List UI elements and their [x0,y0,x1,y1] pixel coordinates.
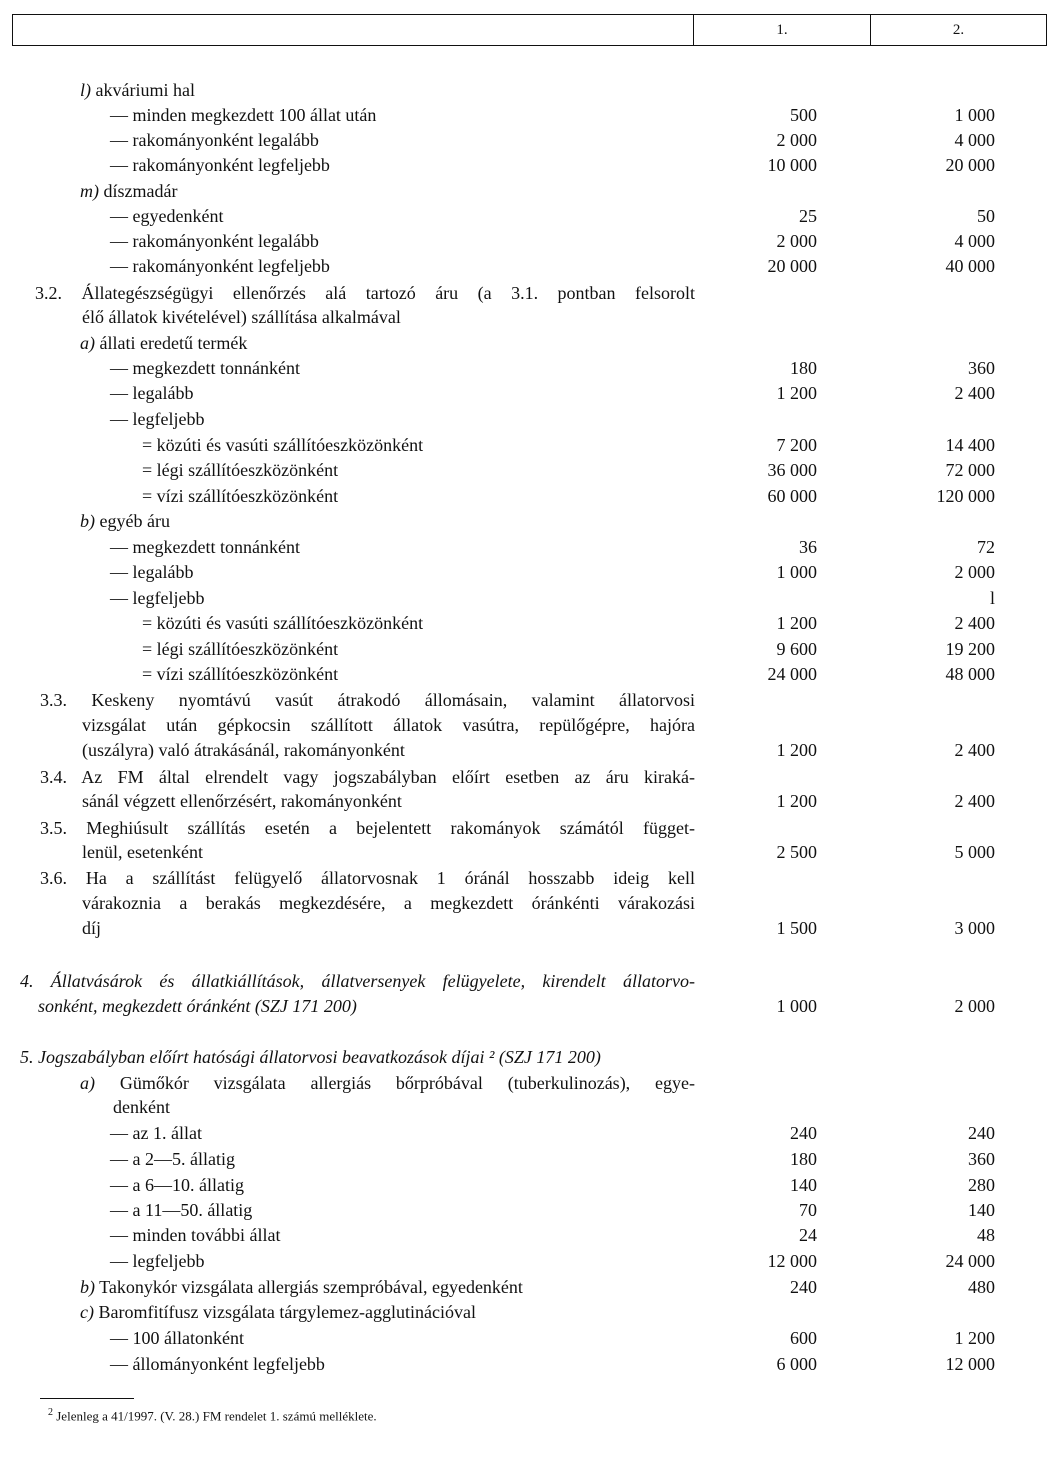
table-row [0,407,1059,432]
table-row [0,560,1059,585]
value-col-1: 140 [790,1175,817,1195]
table-row [0,179,1059,204]
value-col-1: 180 [790,358,817,378]
table-row [0,1095,1059,1120]
row-label: — rakományonként legalább [110,130,319,150]
table-row [0,765,1059,790]
row-label: (uszályra) való átrakásánál, rakományonként [82,740,405,760]
row-label: — legalább [110,383,194,403]
value-col-1: 70 [799,1200,817,1220]
table-row [0,484,1059,509]
value-col-2: 2 000 [954,562,995,582]
value-col-2: l [989,588,995,608]
row-label: sonként, megkezdett óránként (SZJ 171 200) [38,996,357,1016]
column-header-1: 1. [693,15,871,45]
value-col-1: 1 000 [776,996,817,1016]
table-row [0,128,1059,153]
table-row [0,816,1059,841]
row-label: — rakományonként legalább [110,231,319,251]
row-label: díj [82,918,102,938]
value-col-2: 2 400 [954,613,995,633]
table-row [0,688,1059,713]
value-col-1: 2 500 [776,842,817,862]
value-col-2: 50 [977,206,995,226]
value-col-2: 2 400 [954,383,995,403]
value-col-1: 1 200 [776,740,817,760]
row-label: = légi szállítóeszközönként [142,639,339,659]
row-label: denként [113,1097,170,1117]
row-label: b) egyéb áru [80,511,170,531]
row-label: 3.5. Meghiúsult szállítás esetén a bejelentett rakományok számától függet- [40,818,695,838]
row-label: = légi szállítóeszközönként [142,460,339,480]
value-col-1: 1 000 [776,562,817,582]
row-label: lenül, esetenként [82,842,203,862]
value-col-2: 14 400 [945,435,995,455]
value-col-2: 360 [968,1149,995,1169]
value-col-2: 360 [968,358,995,378]
table-row [0,433,1059,458]
row-label: — legfeljebb [110,1251,205,1271]
row-label: b) Takonykór vizsgálata allergiás szempróbával, egyedenként [80,1277,523,1297]
value-col-2: 280 [968,1175,995,1195]
row-label: — megkezdett tonnánként [110,358,300,378]
row-label: = közúti és vasúti szállítóeszközönként [142,613,424,633]
row-label: l) akváriumi hal [80,80,195,100]
row-label: = vízi szállítóeszközönként [142,486,339,506]
table-row [0,637,1059,662]
value-col-1: 1 200 [776,383,817,403]
row-label: — az 1. állat [110,1123,202,1143]
row-label: m) díszmadár [80,181,178,201]
value-col-1: 10 000 [767,155,817,175]
table-row [0,458,1059,483]
table-row [0,1198,1059,1223]
value-col-1: 24 [799,1225,817,1245]
value-col-1: 24 000 [767,664,817,684]
table-row [0,916,1059,941]
value-col-1: 25 [799,206,817,226]
value-col-2: 20 000 [945,155,995,175]
table-row [0,1249,1059,1274]
value-col-2: 40 000 [945,256,995,276]
value-col-1: 600 [790,1328,817,1348]
table-row [0,994,1059,1019]
value-col-2: 5 000 [954,842,995,862]
row-label: — rakományonként legfeljebb [110,256,330,276]
table-row [0,153,1059,178]
footnote-text: Jelenleg a 41/1997. (V. 28.) FM rendelet 1. számú melléklete. [56,1408,377,1424]
table-row [0,840,1059,865]
table-row [0,1275,1059,1300]
row-label: — 100 állatonként [110,1328,244,1348]
value-col-2: 48 [977,1225,995,1245]
value-col-1: 2 000 [776,130,817,150]
footnote-divider [40,1398,134,1399]
value-col-2: 2 400 [954,740,995,760]
footnote-mark: 2 [48,1407,53,1418]
table-row [0,1045,1059,1070]
table-row [0,738,1059,763]
value-col-1: 36 000 [767,460,817,480]
value-col-2: 12 000 [945,1354,995,1374]
row-label: 3.6. Ha a szállítást felügyelő állatorvosnak 1 óránál hosszabb ideig kell [40,868,695,888]
table-row [0,229,1059,254]
row-label: 5. Jogszabályban előírt hatósági állatorvosi beavatkozások díjai ² (SZJ 171 200) [20,1047,601,1067]
row-label: c) Baromfitífusz vizsgálata tárgylemez-agglutinációval [80,1302,477,1322]
table-row [0,509,1059,534]
table-row [0,254,1059,279]
row-label: = vízi szállítóeszközönként [142,664,339,684]
row-label: várakoznia a berakás megkezdésére, a megkezdett óránkénti várakozási [82,893,695,913]
table-row [0,78,1059,103]
row-label: — a 6—10. állatig [110,1175,244,1195]
value-col-1: 60 000 [767,486,817,506]
value-col-2: 72 000 [945,460,995,480]
value-col-1: 9 600 [776,639,817,659]
row-label: vizsgálat után gépkocsin szállított állatok vasútra, repülőgépre, hajóra [82,715,695,735]
column-header-2: 2. [952,22,965,38]
table-row [0,535,1059,560]
value-col-1: 7 200 [776,435,817,455]
row-label: — rakományonként legfeljebb [110,155,330,175]
row-label: — minden további állat [110,1225,281,1245]
table-row [0,1147,1059,1172]
value-col-1: 2 000 [776,231,817,251]
table-row [0,381,1059,406]
value-col-2: 1 200 [954,1328,995,1348]
row-label: élő állatok kivételével) szállítása alkalmával [82,307,401,327]
row-label: — legalább [110,562,194,582]
value-col-2: 240 [968,1123,995,1143]
table-row [0,281,1059,306]
row-label: a) Gümőkór vizsgálata allergiás bőrpróbával (tuberkulinozás), egye- [80,1073,695,1093]
table-row [0,1223,1059,1248]
value-col-2: 72 [977,537,995,557]
value-col-2: 4 000 [954,231,995,251]
table-row [0,1300,1059,1325]
row-label: — a 11—50. állatig [110,1200,253,1220]
value-col-1: 36 [799,537,817,557]
table-row [0,1326,1059,1351]
row-label: — egyedenként [110,206,224,226]
value-col-1: 500 [790,105,817,125]
value-col-1: 240 [790,1277,817,1297]
value-col-1: 20 000 [767,256,817,276]
row-label: a) állati eredetű termék [80,333,248,353]
row-label: — minden megkezdett 100 állat után [110,105,377,125]
row-label: = közúti és vasúti szállítóeszközönként [142,435,424,455]
value-col-1: 180 [790,1149,817,1169]
table-row [0,611,1059,636]
value-col-1: 1 500 [776,918,817,938]
value-col-2: 140 [968,1200,995,1220]
row-label: 3.2. Állategészségügyi ellenőrzés alá tartozó áru (a 3.1. pontban felsorolt [35,283,695,303]
table-row [0,789,1059,814]
row-label: — állományonként legfeljebb [110,1354,325,1374]
table-row [0,331,1059,356]
table-row [0,1173,1059,1198]
table-row [0,891,1059,916]
footnote [48,1407,377,1424]
table-row [0,866,1059,891]
value-col-2: 24 000 [945,1251,995,1271]
table-row [0,969,1059,994]
row-label: — megkezdett tonnánként [110,537,300,557]
row-label: 4. Állatvásárok és állatkiállítások, állatversenyek felügyelete, kirendelt állatorvo- [20,971,695,991]
row-label: — legfeljebb [110,409,205,429]
table-row [0,305,1059,330]
value-col-1: 1 200 [776,613,817,633]
table-row [0,586,1059,611]
row-label: — legfeljebb [110,588,205,608]
table-row [0,713,1059,738]
value-col-2: 48 000 [945,664,995,684]
table-row [0,1121,1059,1146]
row-label: 3.4. Az FM által elrendelt vagy jogszabályban előírt esetben az áru kiraká- [40,767,695,787]
row-label: 3.3. Keskeny nyomtávú vasút átrakodó állomásain, valamint állatorvosi [40,690,695,710]
value-col-2: 4 000 [954,130,995,150]
value-col-1: 240 [790,1123,817,1143]
table-row [0,103,1059,128]
value-col-2: 3 000 [954,918,995,938]
table-row [0,662,1059,687]
value-col-2: 19 200 [945,639,995,659]
value-col-2: 2 000 [954,996,995,1016]
table-row [0,204,1059,229]
table-row [0,1352,1059,1377]
row-label: sánál végzett ellenőrzésért, rakományonként [82,791,402,811]
table-row [0,356,1059,381]
value-col-2: 2 400 [954,791,995,811]
value-col-2: 1 000 [954,105,995,125]
value-col-2: 480 [968,1277,995,1297]
value-col-2: 120 000 [936,486,995,506]
value-col-1: 6 000 [776,1354,817,1374]
row-label: — a 2—5. állatig [110,1149,235,1169]
value-col-1: 1 200 [776,791,817,811]
table-row [0,1071,1059,1096]
value-col-1: 12 000 [767,1251,817,1271]
